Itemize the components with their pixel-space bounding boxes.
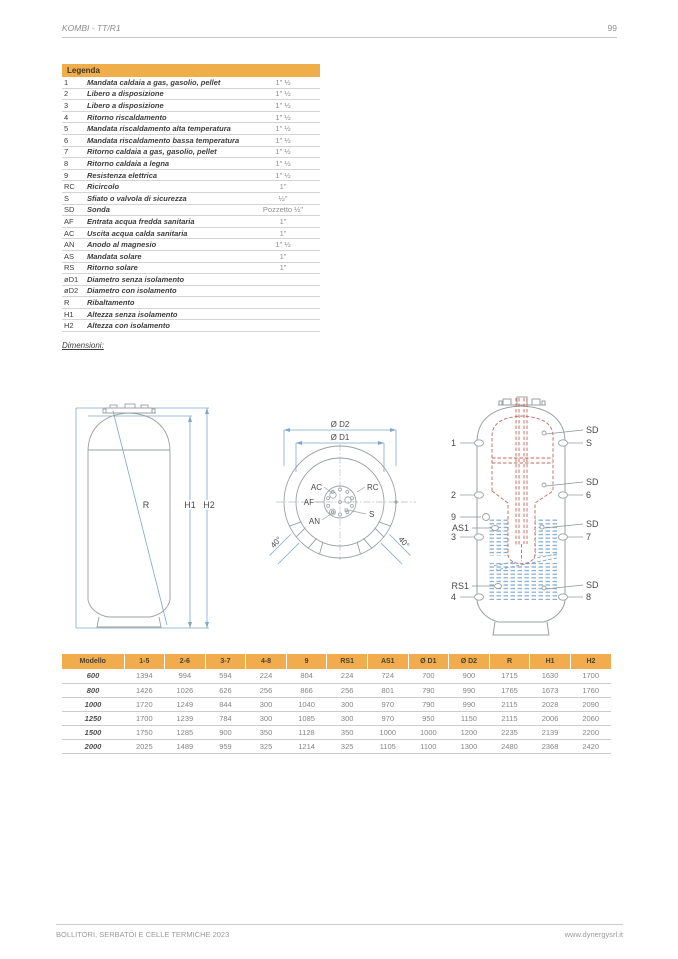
angle-right-label: 40° xyxy=(396,534,412,550)
conn-label-as1: AS1 xyxy=(451,523,469,533)
conn-label-sd4: SD xyxy=(586,580,599,590)
legend-desc: Mandata riscaldamento alta temperatura xyxy=(87,124,231,134)
value-cell: 256 xyxy=(246,683,287,697)
value-cell: 1715 xyxy=(489,669,530,683)
value-cell: 1249 xyxy=(165,697,206,711)
legend-code: SD xyxy=(64,205,75,215)
an-label: AN xyxy=(308,517,320,526)
legend-code: AC xyxy=(64,228,75,238)
port-as1 xyxy=(492,526,499,531)
col-header-h1: H1 xyxy=(530,654,571,669)
legend-desc: Resistenza elettrica xyxy=(87,170,158,180)
port-rs1 xyxy=(495,584,502,589)
table-row xyxy=(62,711,611,725)
rc-label: RC xyxy=(367,483,379,492)
value-cell: 844 xyxy=(205,697,246,711)
legend-code: AS xyxy=(64,251,75,261)
d2-label: Ø D2 xyxy=(330,420,350,429)
legend-desc: Ritorno caldaia a gas, gasolio, pellet xyxy=(87,147,217,157)
conn-label-sd3: SD xyxy=(586,519,599,529)
dimension-lines xyxy=(76,408,209,628)
conn-label-sd1: SD xyxy=(586,425,599,435)
legend-row xyxy=(62,274,320,286)
legend-desc: Ricircolo xyxy=(87,182,120,192)
col-header-1-5: 1-5 xyxy=(124,654,165,669)
value-cell: 2028 xyxy=(530,697,571,711)
top-flange xyxy=(103,404,156,413)
value-cell: 1700 xyxy=(570,669,611,683)
col-header-9: 9 xyxy=(286,654,327,669)
legend-desc: Libero a disposizione xyxy=(87,89,164,99)
value-cell: 224 xyxy=(327,669,368,683)
legend-row xyxy=(62,100,320,112)
footer-left: BOLLITORI, SERBATOI E CELLE TERMICHE 2023 xyxy=(56,930,230,939)
value-cell: 801 xyxy=(367,683,408,697)
conn-label-s: S xyxy=(586,438,593,448)
port-sd-3 xyxy=(540,525,544,529)
model-cell: 1250 xyxy=(62,711,124,725)
model-cell: 1000 xyxy=(62,697,124,711)
value-cell: 900 xyxy=(205,725,246,739)
legend-row xyxy=(62,297,320,309)
model-cell: 2000 xyxy=(62,739,124,753)
page-number: 99 xyxy=(607,23,617,33)
value-cell: 2006 xyxy=(530,711,571,725)
table-row xyxy=(62,683,611,697)
value-cell: 594 xyxy=(205,669,246,683)
h2-label: H2 xyxy=(203,500,215,510)
legend-code: 1 xyxy=(64,77,69,87)
value-cell: 1630 xyxy=(530,669,571,683)
conn-label-7: 7 xyxy=(586,532,592,542)
col-header-d2: Ø D2 xyxy=(449,654,490,669)
conn-label-9: 9 xyxy=(450,512,456,522)
legend-row xyxy=(62,228,320,240)
model-cell: 600 xyxy=(62,669,124,683)
col-header-2-6: 2-6 xyxy=(165,654,206,669)
conn-label-6: 6 xyxy=(586,490,592,500)
conn-label-1: 1 xyxy=(450,438,456,448)
legend-desc: Libero a disposizione xyxy=(87,100,164,110)
legend-desc: Mandata riscaldamento bassa temperatura xyxy=(87,135,240,145)
col-header-modello: Modello xyxy=(62,654,124,669)
legend-row xyxy=(62,123,320,135)
legend-desc: Anodo al magnesio xyxy=(87,240,157,250)
value-cell: 790 xyxy=(408,697,449,711)
r-dimension-line xyxy=(113,411,167,625)
table-row xyxy=(62,669,611,683)
value-cell: 1760 xyxy=(570,683,611,697)
value-cell: 1105 xyxy=(367,739,408,753)
dimension-arrows xyxy=(188,408,209,628)
conn-label-4: 4 xyxy=(450,592,456,602)
legend-desc: Mandata caldaia a gas, gasolio, pellet xyxy=(87,77,221,87)
top-fittings xyxy=(498,397,546,405)
value-cell: 1239 xyxy=(165,711,206,725)
legend-row xyxy=(62,181,320,193)
front-view-diagram xyxy=(440,396,625,646)
value-cell: 784 xyxy=(205,711,246,725)
legend-title: Legenda xyxy=(62,64,320,77)
header-title: KOMBI - TT/R1 xyxy=(62,23,121,33)
value-cell: 2200 xyxy=(570,725,611,739)
value-cell: 1673 xyxy=(530,683,571,697)
value-cell: 300 xyxy=(246,711,287,725)
value-cell: 1750 xyxy=(124,725,165,739)
legend-row xyxy=(62,263,320,275)
legend-row xyxy=(62,309,320,321)
legend-code: S xyxy=(64,193,70,203)
legend-size: 1" ½ xyxy=(275,158,291,168)
legend-row xyxy=(62,193,320,205)
legend-row xyxy=(62,147,320,159)
ac-label: AC xyxy=(310,483,322,492)
table-row xyxy=(62,697,611,711)
legend-size: 1" ½ xyxy=(275,77,291,87)
legend-row xyxy=(62,216,320,228)
legend-desc: Mandata solare xyxy=(87,251,142,261)
legend-code: RC xyxy=(64,182,75,192)
value-cell: 1000 xyxy=(367,725,408,739)
value-cell: 970 xyxy=(367,697,408,711)
value-cell: 1085 xyxy=(286,711,327,725)
value-cell: 990 xyxy=(449,683,490,697)
value-cell: 256 xyxy=(327,683,368,697)
conn-label-8: 8 xyxy=(586,592,592,602)
value-cell: 2368 xyxy=(530,739,571,753)
legend-code: 8 xyxy=(64,158,69,168)
page-header xyxy=(62,23,617,33)
value-cell: 866 xyxy=(286,683,327,697)
value-cell: 1214 xyxy=(286,739,327,753)
legend-code: 5 xyxy=(64,124,69,134)
value-cell: 1489 xyxy=(165,739,206,753)
legend-row xyxy=(62,77,320,89)
value-cell: 1285 xyxy=(165,725,206,739)
legend-code: H1 xyxy=(64,309,74,319)
d1-label: Ø D1 xyxy=(330,433,350,442)
value-cell: 1100 xyxy=(408,739,449,753)
value-cell: 990 xyxy=(449,697,490,711)
tank-outline xyxy=(88,404,170,627)
legend-size: 1" ½ xyxy=(275,124,291,134)
legend-size: 1" ½ xyxy=(275,135,291,145)
legend-code: øD1 xyxy=(64,274,79,284)
value-cell: 300 xyxy=(246,697,287,711)
value-cell: 804 xyxy=(286,669,327,683)
legend-code: 2 xyxy=(64,89,69,99)
value-cell: 2420 xyxy=(570,739,611,753)
legend-desc: Sonda xyxy=(87,205,110,215)
legend-code: 6 xyxy=(64,135,69,145)
value-cell: 2115 xyxy=(489,697,530,711)
table-header-row xyxy=(62,654,611,669)
value-cell: 1026 xyxy=(165,683,206,697)
legend-code: 3 xyxy=(64,100,69,110)
footer-rule xyxy=(56,924,623,925)
legend-code: 4 xyxy=(64,112,69,122)
legend-row xyxy=(62,239,320,251)
dimensions-table xyxy=(62,654,611,754)
value-cell: 300 xyxy=(327,697,368,711)
value-cell: 790 xyxy=(408,683,449,697)
page-footer xyxy=(56,930,623,939)
legend-row xyxy=(62,89,320,101)
col-header-h2: H2 xyxy=(570,654,611,669)
value-cell: 350 xyxy=(327,725,368,739)
value-cell: 1300 xyxy=(449,739,490,753)
legend-row xyxy=(62,320,320,332)
value-cell: 1720 xyxy=(124,697,165,711)
s-label: S xyxy=(369,510,375,519)
value-cell: 1765 xyxy=(489,683,530,697)
col-header-3-7: 3-7 xyxy=(205,654,246,669)
value-cell: 1000 xyxy=(408,725,449,739)
legend-code: AN xyxy=(64,240,75,250)
r-label: R xyxy=(142,500,150,510)
value-cell: 950 xyxy=(408,711,449,725)
legend-desc: Ritorno caldaia a legna xyxy=(87,158,170,168)
value-cell: 2480 xyxy=(489,739,530,753)
value-cell: 970 xyxy=(367,711,408,725)
port-9 xyxy=(483,514,490,521)
legend-table xyxy=(62,64,320,332)
top-view-diagram xyxy=(262,418,422,568)
legend-size: 1" ½ xyxy=(275,170,291,180)
legend-size: 1" ½ xyxy=(275,89,291,99)
value-cell: 994 xyxy=(165,669,206,683)
model-cell: 1500 xyxy=(62,725,124,739)
value-cell: 1040 xyxy=(286,697,327,711)
dimensions-table-body xyxy=(62,669,611,753)
legend-row xyxy=(62,286,320,298)
legend-code: 7 xyxy=(64,147,69,157)
value-cell: 2139 xyxy=(530,725,571,739)
h1-label: H1 xyxy=(184,500,196,510)
value-cell: 2115 xyxy=(489,711,530,725)
col-header-4-8: 4-8 xyxy=(246,654,287,669)
value-cell: 300 xyxy=(327,711,368,725)
section-label: Dimensioni: xyxy=(62,341,104,350)
legend-desc: Altezza con isolamento xyxy=(87,321,170,331)
legend-size: 1" ½ xyxy=(275,240,291,250)
legend-size: 1" ½ xyxy=(275,112,291,122)
port-sd-2 xyxy=(542,483,546,487)
value-cell: 350 xyxy=(246,725,287,739)
legend-desc: Uscita acqua calda sanitaria xyxy=(87,228,188,238)
legend-code: 9 xyxy=(64,170,69,180)
table-row xyxy=(62,739,611,753)
legend-size: 1" xyxy=(279,216,287,226)
legend-row xyxy=(62,112,320,124)
value-cell: 1150 xyxy=(449,711,490,725)
legend-size: 1" xyxy=(279,228,287,238)
value-cell: 2090 xyxy=(570,697,611,711)
col-header-r: R xyxy=(489,654,530,669)
conn-label-rs1: RS1 xyxy=(451,581,469,591)
angle-left-label: 40° xyxy=(268,534,284,550)
legend-row xyxy=(62,205,320,217)
legend-code: AF xyxy=(64,216,74,226)
legend-desc: Sfiato o valvola di sicurezza xyxy=(87,193,187,203)
legend-code: RS xyxy=(64,263,75,273)
legend-desc: Altezza senza isolamento xyxy=(87,309,178,319)
value-cell: 959 xyxy=(205,739,246,753)
conn-label-sd2: SD xyxy=(586,477,599,487)
legend-row xyxy=(62,170,320,182)
value-cell: 224 xyxy=(246,669,287,683)
value-cell: 1700 xyxy=(124,711,165,725)
port-sd-4 xyxy=(542,586,546,590)
side-view-diagram xyxy=(68,396,220,638)
value-cell: 724 xyxy=(367,669,408,683)
legend-code: øD2 xyxy=(64,286,79,296)
legend-code: R xyxy=(64,298,70,308)
legend-desc: Diametro con isolamento xyxy=(87,286,177,296)
legend-desc: Diametro senza isolamento xyxy=(87,274,185,284)
legend-size: 1" ½ xyxy=(275,147,291,157)
model-cell: 800 xyxy=(62,683,124,697)
legend-row xyxy=(62,135,320,147)
value-cell: 1200 xyxy=(449,725,490,739)
legend-desc: Ritorno riscaldamento xyxy=(87,112,167,122)
col-header-d1: Ø D1 xyxy=(408,654,449,669)
value-cell: 626 xyxy=(205,683,246,697)
header-rule xyxy=(62,37,617,38)
legend-size: 1" xyxy=(279,251,287,261)
value-cell: 2025 xyxy=(124,739,165,753)
value-cell: 2235 xyxy=(489,725,530,739)
af-label: AF xyxy=(303,498,314,507)
legend-desc: Entrata acqua fredda sanitaria xyxy=(87,216,195,226)
value-cell: 1128 xyxy=(286,725,327,739)
legend-rows xyxy=(62,77,320,332)
footer-right: www.dynergysrl.it xyxy=(564,930,623,939)
legend-size: Pozzetto ½" xyxy=(262,205,304,215)
value-cell: 1394 xyxy=(124,669,165,683)
conn-label-3: 3 xyxy=(450,532,456,542)
legend-size: 1" xyxy=(279,182,287,192)
legend-row xyxy=(62,158,320,170)
col-header-as1: AS1 xyxy=(367,654,408,669)
legend-size: 1" ½ xyxy=(275,100,291,110)
hub-ports xyxy=(327,488,398,516)
legend-size: ½" xyxy=(278,193,288,203)
legend-size: 1" xyxy=(279,263,287,273)
legend-code: H2 xyxy=(64,321,74,331)
conn-label-2: 2 xyxy=(450,490,456,500)
value-cell: 2060 xyxy=(570,711,611,725)
value-cell: 325 xyxy=(327,739,368,753)
col-header-rs1: RS1 xyxy=(327,654,368,669)
legend-desc: Ritorno solare xyxy=(87,263,138,273)
port-sd-1 xyxy=(542,431,546,435)
value-cell: 700 xyxy=(408,669,449,683)
value-cell: 325 xyxy=(246,739,287,753)
value-cell: 900 xyxy=(449,669,490,683)
table-row xyxy=(62,725,611,739)
value-cell: 1426 xyxy=(124,683,165,697)
legend-desc: Ribaltamento xyxy=(87,298,135,308)
legend-row xyxy=(62,251,320,263)
